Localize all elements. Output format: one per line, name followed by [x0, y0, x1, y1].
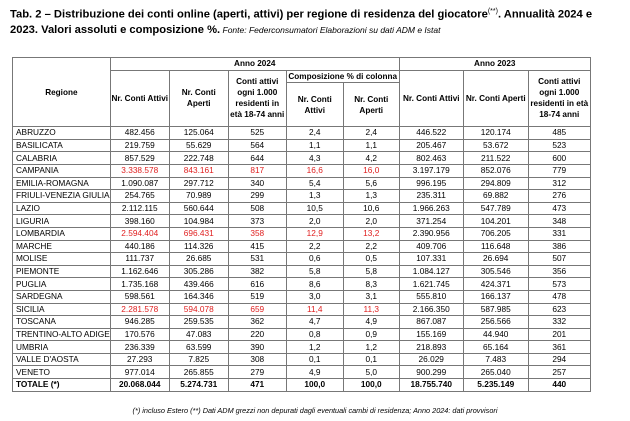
value-cell: 358: [228, 227, 286, 240]
value-cell: 114.326: [169, 240, 228, 253]
value-cell: 26.694: [463, 253, 528, 266]
value-cell: 222.748: [169, 152, 228, 165]
value-cell: 5.235.149: [463, 379, 528, 392]
value-cell: 507: [528, 253, 590, 266]
value-cell: 125.064: [169, 127, 228, 140]
value-cell: 166.137: [463, 290, 528, 303]
region-cell: SICILIA: [13, 303, 111, 316]
value-cell: 65.164: [463, 341, 528, 354]
table-row: [13, 202, 591, 215]
value-cell: 1,2: [286, 341, 343, 354]
value-cell: 256.566: [463, 316, 528, 329]
value-cell: 706.205: [463, 227, 528, 240]
region-cell: TRENTINO-ALTO ADIGE: [13, 328, 111, 341]
value-cell: 3.338.578: [110, 164, 169, 177]
table-title: [10, 4, 622, 38]
table-row: [13, 253, 591, 266]
value-cell: 560.644: [169, 202, 228, 215]
value-cell: 440: [528, 379, 590, 392]
region-cell: MARCHE: [13, 240, 111, 253]
value-cell: 531: [228, 253, 286, 266]
value-cell: 211.522: [463, 152, 528, 165]
value-cell: 294: [528, 353, 590, 366]
table-row: [13, 139, 591, 152]
value-cell: 817: [228, 164, 286, 177]
value-cell: 361: [528, 341, 590, 354]
value-cell: 5,4: [286, 177, 343, 190]
region-cell: TOSCANA: [13, 316, 111, 329]
value-cell: 116.648: [463, 240, 528, 253]
region-cell: LOMBARDIA: [13, 227, 111, 240]
value-cell: 340: [228, 177, 286, 190]
value-cell: 598.561: [110, 290, 169, 303]
table-row: [13, 152, 591, 165]
value-cell: 409.706: [399, 240, 463, 253]
value-cell: 63.599: [169, 341, 228, 354]
value-cell: 265.040: [463, 366, 528, 379]
value-cell: 802.463: [399, 152, 463, 165]
title-sup: (**): [487, 8, 498, 15]
table-row: [13, 316, 591, 329]
header-conti-ogni-1000-2024: Conti attivi ogni 1.000 residenti in età 18-74 anni: [228, 70, 286, 127]
value-cell: 1.084.127: [399, 265, 463, 278]
value-cell: 332: [528, 316, 590, 329]
value-cell: 356: [528, 265, 590, 278]
value-cell: 5,0: [343, 366, 399, 379]
table-row: [13, 278, 591, 291]
value-cell: 201: [528, 328, 590, 341]
value-cell: 996.195: [399, 177, 463, 190]
region-cell: LIGURIA: [13, 215, 111, 228]
value-cell: 519: [228, 290, 286, 303]
region-cell: MOLISE: [13, 253, 111, 266]
value-cell: 26.029: [399, 353, 463, 366]
value-cell: 415: [228, 240, 286, 253]
value-cell: 4,7: [286, 316, 343, 329]
value-cell: 13,2: [343, 227, 399, 240]
region-cell: VENETO: [13, 366, 111, 379]
header-conti-ogni-1000-2023: Conti attivi ogni 1.000 residenti in età 18-74 anni: [528, 70, 590, 127]
value-cell: 0,8: [286, 328, 343, 341]
table-row: [13, 190, 591, 203]
value-cell: 523: [528, 139, 590, 152]
value-cell: 16,6: [286, 164, 343, 177]
header-nr-conti-aperti-2023: Nr. Conti Aperti: [463, 70, 528, 127]
data-table: [12, 57, 591, 392]
header-nr-conti-attivi-2024: Nr. Conti Attivi: [110, 70, 169, 127]
value-cell: 573: [528, 278, 590, 291]
value-cell: 644: [228, 152, 286, 165]
value-cell: 852.076: [463, 164, 528, 177]
value-cell: 398.160: [110, 215, 169, 228]
value-cell: 424.371: [463, 278, 528, 291]
value-cell: 7.483: [463, 353, 528, 366]
value-cell: 390: [228, 341, 286, 354]
value-cell: 1.090.087: [110, 177, 169, 190]
value-cell: 170.576: [110, 328, 169, 341]
footnote: (*) incluso Estero (**) Dati ADM grezzi non depurati dagli eventuali cambi di residenza; Anno 2024: dati provvisori: [132, 406, 498, 415]
value-cell: 2.281.578: [110, 303, 169, 316]
value-cell: 867.087: [399, 316, 463, 329]
table-body: [13, 127, 591, 391]
value-cell: 312: [528, 177, 590, 190]
value-cell: 0,1: [286, 353, 343, 366]
value-cell: 0,5: [343, 253, 399, 266]
value-cell: 5,6: [343, 177, 399, 190]
value-cell: 254.765: [110, 190, 169, 203]
value-cell: 616: [228, 278, 286, 291]
value-cell: 47.083: [169, 328, 228, 341]
table-row: [13, 366, 591, 379]
value-cell: 471: [228, 379, 286, 392]
value-cell: 371.254: [399, 215, 463, 228]
region-cell: UMBRIA: [13, 341, 111, 354]
header-comp-aperti: Nr. Conti Aperti: [343, 83, 399, 127]
value-cell: 219.759: [110, 139, 169, 152]
value-cell: 0,1: [343, 353, 399, 366]
table-row: [13, 240, 591, 253]
value-cell: 297.712: [169, 177, 228, 190]
value-cell: 12,9: [286, 227, 343, 240]
value-cell: 623: [528, 303, 590, 316]
table-row: [13, 215, 591, 228]
value-cell: 0,9: [343, 328, 399, 341]
value-cell: 53.672: [463, 139, 528, 152]
value-cell: 220: [228, 328, 286, 341]
value-cell: 2,2: [286, 240, 343, 253]
value-cell: 1.621.745: [399, 278, 463, 291]
value-cell: 69.882: [463, 190, 528, 203]
value-cell: 70.989: [169, 190, 228, 203]
table-row: [13, 290, 591, 303]
value-cell: 0,6: [286, 253, 343, 266]
region-cell: LAZIO: [13, 202, 111, 215]
table-row: [13, 127, 591, 140]
value-cell: 1.735.168: [110, 278, 169, 291]
region-cell: PUGLIA: [13, 278, 111, 291]
header-anno-2023: Anno 2023: [399, 58, 590, 71]
value-cell: 8,3: [343, 278, 399, 291]
region-cell: EMILIA-ROMAGNA: [13, 177, 111, 190]
value-cell: 279: [228, 366, 286, 379]
value-cell: 2,4: [343, 127, 399, 140]
region-cell: BASILICATA: [13, 139, 111, 152]
value-cell: 1.966.263: [399, 202, 463, 215]
value-cell: 587.985: [463, 303, 528, 316]
value-cell: 977.014: [110, 366, 169, 379]
value-cell: 382: [228, 265, 286, 278]
value-cell: 440.186: [110, 240, 169, 253]
value-cell: 44.940: [463, 328, 528, 341]
value-cell: 11,4: [286, 303, 343, 316]
value-cell: 11,3: [343, 303, 399, 316]
value-cell: 16,0: [343, 164, 399, 177]
region-cell: CALABRIA: [13, 152, 111, 165]
value-cell: 4,3: [286, 152, 343, 165]
value-cell: 3.197.179: [399, 164, 463, 177]
value-cell: 1,3: [343, 190, 399, 203]
value-cell: 164.346: [169, 290, 228, 303]
value-cell: 779: [528, 164, 590, 177]
value-cell: 525: [228, 127, 286, 140]
table-row: [13, 341, 591, 354]
header-nr-conti-aperti-2024: Nr. Conti Aperti: [169, 70, 228, 127]
value-cell: 2,0: [343, 215, 399, 228]
table-row: [13, 353, 591, 366]
value-cell: 5,8: [343, 265, 399, 278]
value-cell: 259.535: [169, 316, 228, 329]
title-source: Fonte: Federconsumatori Elaborazioni su dati ADM e Istat: [220, 24, 441, 35]
value-cell: 218.893: [399, 341, 463, 354]
value-cell: 373: [228, 215, 286, 228]
value-cell: 104.984: [169, 215, 228, 228]
value-cell: 294.809: [463, 177, 528, 190]
table-row: [13, 303, 591, 316]
value-cell: 235.311: [399, 190, 463, 203]
value-cell: 1,2: [343, 341, 399, 354]
header-comp-attivi: Nr. Conti Attivi: [286, 83, 343, 127]
value-cell: 10,5: [286, 202, 343, 215]
value-cell: 386: [528, 240, 590, 253]
value-cell: 547.789: [463, 202, 528, 215]
value-cell: 2.166.350: [399, 303, 463, 316]
value-cell: 104.201: [463, 215, 528, 228]
table-row: [13, 177, 591, 190]
value-cell: 946.285: [110, 316, 169, 329]
value-cell: 305.286: [169, 265, 228, 278]
value-cell: 439.466: [169, 278, 228, 291]
value-cell: 26.685: [169, 253, 228, 266]
title-main: Tab. 2 – Distribuzione dei conti online (aperti, attivi) per regione di residenza del giocatore: [10, 8, 488, 21]
value-cell: 8,6: [286, 278, 343, 291]
value-cell: 482.456: [110, 127, 169, 140]
header-anno-2024: Anno 2024: [110, 58, 399, 71]
region-cell: PIEMONTE: [13, 265, 111, 278]
value-cell: 100,0: [286, 379, 343, 392]
value-cell: 7.825: [169, 353, 228, 366]
value-cell: 555.810: [399, 290, 463, 303]
value-cell: 3,0: [286, 290, 343, 303]
value-cell: 10,6: [343, 202, 399, 215]
region-cell: TOTALE (*): [13, 379, 111, 392]
value-cell: 4,2: [343, 152, 399, 165]
value-cell: 348: [528, 215, 590, 228]
value-cell: 5,8: [286, 265, 343, 278]
value-cell: 111.737: [110, 253, 169, 266]
value-cell: 276: [528, 190, 590, 203]
value-cell: 857.529: [110, 152, 169, 165]
value-cell: 843.161: [169, 164, 228, 177]
region-cell: ABRUZZO: [13, 127, 111, 140]
value-cell: 600: [528, 152, 590, 165]
value-cell: 2,0: [286, 215, 343, 228]
region-cell: FRIULI-VENEZIA GIULIA: [13, 190, 111, 203]
value-cell: 107.331: [399, 253, 463, 266]
value-cell: 2.594.404: [110, 227, 169, 240]
value-cell: 1.162.646: [110, 265, 169, 278]
value-cell: 2.390.956: [399, 227, 463, 240]
value-cell: 1,1: [343, 139, 399, 152]
table-row: [13, 164, 591, 177]
value-cell: 155.169: [399, 328, 463, 341]
table-row: [13, 265, 591, 278]
value-cell: 564: [228, 139, 286, 152]
value-cell: 27.293: [110, 353, 169, 366]
value-cell: 5.274.731: [169, 379, 228, 392]
value-cell: 485: [528, 127, 590, 140]
value-cell: 257: [528, 366, 590, 379]
value-cell: 205.467: [399, 139, 463, 152]
table-row: [13, 328, 591, 341]
total-row: [13, 379, 591, 392]
value-cell: 2,4: [286, 127, 343, 140]
header-nr-conti-attivi-2023: Nr. Conti Attivi: [399, 70, 463, 127]
region-cell: CAMPANIA: [13, 164, 111, 177]
value-cell: 659: [228, 303, 286, 316]
value-cell: 594.078: [169, 303, 228, 316]
value-cell: 331: [528, 227, 590, 240]
value-cell: 265.855: [169, 366, 228, 379]
value-cell: 446.522: [399, 127, 463, 140]
value-cell: 4,9: [343, 316, 399, 329]
value-cell: 3,1: [343, 290, 399, 303]
value-cell: 299: [228, 190, 286, 203]
header-regione: Regione: [13, 58, 111, 127]
header-composizione: Composizione % di colonna: [286, 70, 399, 83]
value-cell: 308: [228, 353, 286, 366]
value-cell: 696.431: [169, 227, 228, 240]
table-row: [13, 227, 591, 240]
region-cell: VALLE D'AOSTA: [13, 353, 111, 366]
value-cell: 20.068.044: [110, 379, 169, 392]
value-cell: 2.112.115: [110, 202, 169, 215]
value-cell: 478: [528, 290, 590, 303]
value-cell: 18.755.740: [399, 379, 463, 392]
value-cell: 100,0: [343, 379, 399, 392]
value-cell: 1,3: [286, 190, 343, 203]
value-cell: 900.299: [399, 366, 463, 379]
value-cell: 473: [528, 202, 590, 215]
value-cell: 2,2: [343, 240, 399, 253]
value-cell: 1,1: [286, 139, 343, 152]
value-cell: 120.174: [463, 127, 528, 140]
value-cell: 305.546: [463, 265, 528, 278]
value-cell: 236.339: [110, 341, 169, 354]
value-cell: 362: [228, 316, 286, 329]
value-cell: 508: [228, 202, 286, 215]
value-cell: 55.629: [169, 139, 228, 152]
region-cell: SARDEGNA: [13, 290, 111, 303]
title-main2: . Annualità 2024 e 2023. Valori assoluti e composizione %.: [10, 8, 593, 36]
value-cell: 4,9: [286, 366, 343, 379]
